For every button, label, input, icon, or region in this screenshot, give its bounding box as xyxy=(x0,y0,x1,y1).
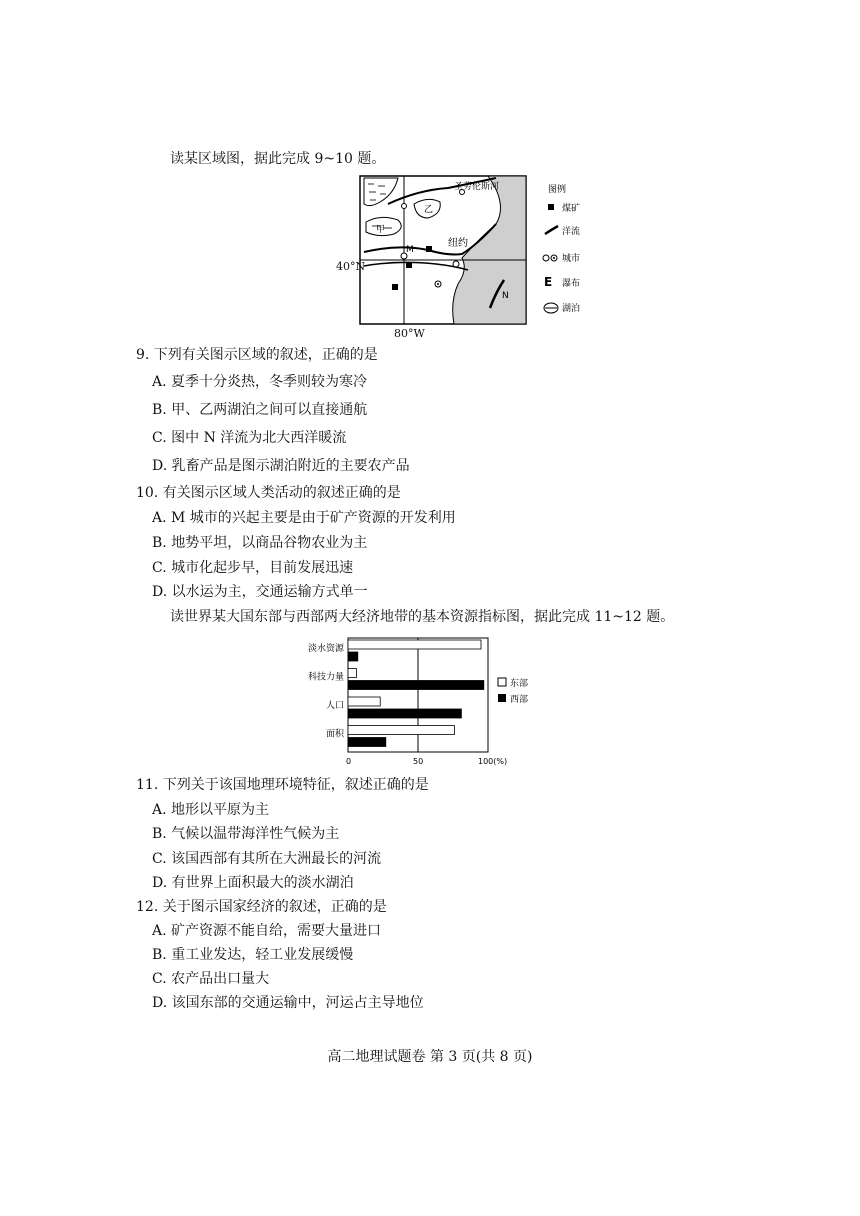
legend-waterfall-label: 瀑布 xyxy=(562,279,581,289)
category-label: 人口 xyxy=(325,701,344,711)
intro-text-1: 读某区域图，据此完成 9~10 题。 xyxy=(170,151,386,167)
legend-lake-label: 湖泊 xyxy=(562,304,581,314)
category-label: 淡水资源 xyxy=(307,644,344,654)
bar-west xyxy=(348,709,461,718)
q11-option-a: A. 地形以平原为主 xyxy=(152,802,270,818)
lat-label: 40°N xyxy=(336,260,366,273)
legend-coal-icon xyxy=(548,204,554,210)
current-n-label: N xyxy=(502,291,509,301)
intro-text-2: 读世界某大国东部与西部两大经济地带的基本资源指标图，据此完成 11~12 题。 xyxy=(170,609,675,625)
bar-west xyxy=(348,652,358,661)
q11-option-b: B. 气候以温带海洋性气候为主 xyxy=(152,826,340,842)
city-newyork xyxy=(453,261,459,267)
q10-option-c: C. 城市化起步早，目前发展迅速 xyxy=(152,560,354,576)
region-map xyxy=(358,174,596,326)
q10-option-d: D. 以水运为主，交通运输方式单一 xyxy=(152,584,368,600)
q12-option-b: B. 重工业发达，轻工业发展缓慢 xyxy=(152,947,354,963)
q11-option-c: C. 该国西部有其所在大洲最长的河流 xyxy=(152,851,382,867)
city-m-label: M xyxy=(406,245,414,255)
q9-option-b: B. 甲、乙两湖泊之间可以直接通航 xyxy=(152,402,368,418)
q11-stem: 11. 下列关于该国地理环境特征，叙述正确的是 xyxy=(136,777,429,793)
resource-bar-chart xyxy=(292,636,542,766)
q10-stem: 10. 有关图示区域人类活动的叙述正确的是 xyxy=(136,485,401,501)
q10-option-b: B. 地势平坦，以商品谷物农业为主 xyxy=(152,535,368,551)
legend-current-label: 洋流 xyxy=(562,227,581,237)
bar-east xyxy=(348,697,380,706)
legend-city-label: 城市 xyxy=(562,254,581,264)
bar-east xyxy=(348,640,481,649)
q11-option-d: D. 有世界上面积最大的淡水湖泊 xyxy=(152,875,354,891)
category-label: 面积 xyxy=(325,729,344,740)
coal-mine-2 xyxy=(406,262,412,268)
q12-option-d: D. 该国东部的交通运输中，河运占主导地位 xyxy=(152,995,424,1011)
category-label: 科技力量 xyxy=(307,672,344,683)
x-tick-100: 100(%) xyxy=(478,757,508,766)
bar-west xyxy=(348,738,386,747)
coal-mine-1 xyxy=(426,246,432,252)
river-label: 圣劳伦斯河 xyxy=(454,182,500,192)
q9-option-d: D. 乳畜产品是图示湖泊附近的主要农产品 xyxy=(152,458,410,474)
bar-east xyxy=(348,669,356,678)
legend-city-icon xyxy=(543,255,549,261)
q12-option-c: C. 农产品出口量大 xyxy=(152,971,270,987)
legend-title: 图例 xyxy=(548,185,567,195)
city-3 xyxy=(402,204,407,209)
legend-current-icon xyxy=(545,226,558,234)
lake-yi-label: 乙 xyxy=(424,205,434,215)
legend-west-swatch xyxy=(498,694,506,702)
q12-option-a: A. 矿产资源不能自给，需要大量进口 xyxy=(152,923,382,939)
x-tick-0: 0 xyxy=(346,757,352,766)
legend-east-swatch xyxy=(498,678,506,686)
coal-mine-3 xyxy=(392,284,398,290)
legend-west-label: 西部 xyxy=(510,695,529,705)
q12-stem: 12. 关于图示国家经济的叙述，正确的是 xyxy=(136,899,387,915)
legend-east-label: 东部 xyxy=(510,679,529,689)
q10-option-a: A. M 城市的兴起主要是由于矿产资源的开发利用 xyxy=(152,510,456,526)
q9-stem: 9. 下列有关图示区域的叙述，正确的是 xyxy=(136,347,378,363)
lake-jia-label: 甲 xyxy=(376,225,386,235)
bar-east xyxy=(348,726,454,735)
q9-option-a: A. 夏季十分炎热，冬季则较为寒冷 xyxy=(152,374,368,390)
bar-west xyxy=(348,681,484,690)
lon-label: 80°W xyxy=(394,327,425,340)
x-tick-50: 50 xyxy=(413,757,424,766)
legend-coal-label: 煤矿 xyxy=(562,204,581,214)
legend-waterfall-icon: E xyxy=(544,275,553,289)
newyork-label: 纽约 xyxy=(448,238,468,249)
page-footer: 高二地理试题卷 第 3 页(共 8 页) xyxy=(327,1049,533,1065)
q9-option-c: C. 图中 N 洋流为北大西洋暖流 xyxy=(152,430,347,446)
